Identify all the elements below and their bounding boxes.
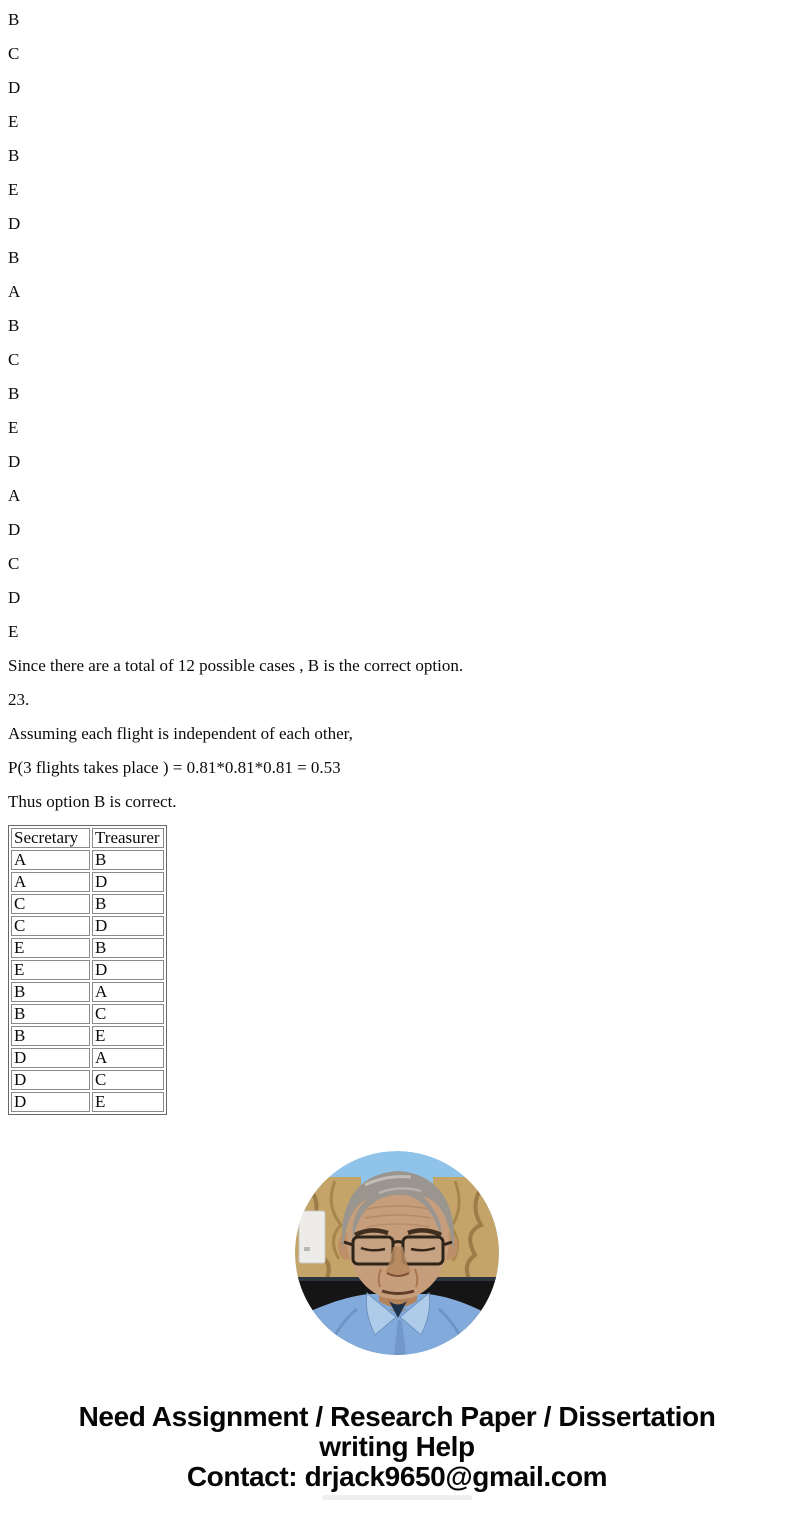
secretary-treasurer-table [8, 825, 167, 1115]
secretary-cell: B [11, 1004, 90, 1024]
secretary-cell: B [11, 982, 90, 1002]
table-row [11, 960, 164, 980]
watermark-remnant [322, 1495, 472, 1500]
answer-letter: E [8, 112, 19, 131]
treasurer-cell: D [92, 960, 164, 980]
answer-letter: D [8, 520, 21, 539]
treasurer-cell: E [92, 1026, 164, 1046]
answer-letter: C [8, 554, 20, 573]
promo-contact-email: Contact: drjack9650@gmail.com [186, 1461, 608, 1492]
table-row [11, 916, 164, 936]
answer-letter: B [8, 146, 20, 165]
secretary-cell: C [11, 916, 90, 936]
treasurer-cell: A [92, 1048, 164, 1068]
table-row [11, 1004, 164, 1024]
treasurer-cell: B [92, 938, 164, 958]
probability-calculation: P(3 flights takes place ) = 0.81*0.81*0.81 = 0.53 [8, 758, 341, 777]
answer-letter: C [8, 44, 20, 63]
answer-letter: B [8, 248, 20, 267]
table-row [11, 1048, 164, 1068]
treasurer-cell: B [92, 894, 164, 914]
table-row [11, 850, 164, 870]
answer-letter-list [8, 9, 786, 642]
answer-letter: A [8, 486, 21, 505]
table-row [11, 1070, 164, 1090]
secretary-cell: D [11, 1048, 90, 1068]
treasurer-cell: C [92, 1004, 164, 1024]
answer-letter: D [8, 588, 21, 607]
header-secretary: Secretary [11, 828, 90, 848]
treasurer-cell: E [92, 1092, 164, 1112]
secretary-cell: C [11, 894, 90, 914]
answer-letter: A [8, 282, 21, 301]
secretary-cell: A [11, 850, 90, 870]
secretary-cell: D [11, 1092, 90, 1112]
treasurer-cell: D [92, 916, 164, 936]
answer-letter: B [8, 10, 20, 29]
answer-letter: C [8, 350, 20, 369]
secretary-cell: E [11, 938, 90, 958]
header-treasurer: Treasurer [92, 828, 164, 848]
treasurer-cell: C [92, 1070, 164, 1090]
table-row [11, 1092, 164, 1112]
secretary-cell: A [11, 872, 90, 892]
treasurer-cell: B [92, 850, 164, 870]
option-conclusion: Thus option B is correct. [8, 792, 177, 811]
answer-letter: D [8, 78, 21, 97]
secretary-cell: B [11, 1026, 90, 1046]
treasurer-cell: D [92, 872, 164, 892]
assumption-statement: Assuming each flight is independent of each other, [8, 724, 353, 743]
answer-letter: D [8, 452, 21, 471]
table-row [11, 982, 164, 1002]
secretary-cell: E [11, 960, 90, 980]
answer-letter: B [8, 316, 20, 335]
answer-letter: E [8, 418, 19, 437]
promo-line-1: Need Assignment / Research Paper / Dissertation [78, 1401, 716, 1432]
table-row [11, 894, 164, 914]
promo-line-2: writing Help [319, 1431, 475, 1462]
table-row [11, 872, 164, 892]
table-row [11, 938, 164, 958]
answer-letter: E [8, 180, 19, 199]
avatar [295, 1151, 499, 1355]
table-header-row [11, 828, 164, 848]
explanation-text [8, 655, 786, 812]
profile-photo-section [8, 1151, 786, 1355]
table-row [11, 1026, 164, 1046]
answer-letter: B [8, 384, 20, 403]
promo-footer [8, 1402, 786, 1500]
cases-conclusion: Since there are a total of 12 possible cases , B is the correct option. [8, 656, 464, 675]
question-number: 23. [8, 690, 30, 709]
treasurer-cell: A [92, 982, 164, 1002]
answer-letter: E [8, 622, 19, 641]
secretary-cell: D [11, 1070, 90, 1090]
tutor-portrait-image [295, 1151, 499, 1355]
answer-letter: D [8, 214, 21, 233]
